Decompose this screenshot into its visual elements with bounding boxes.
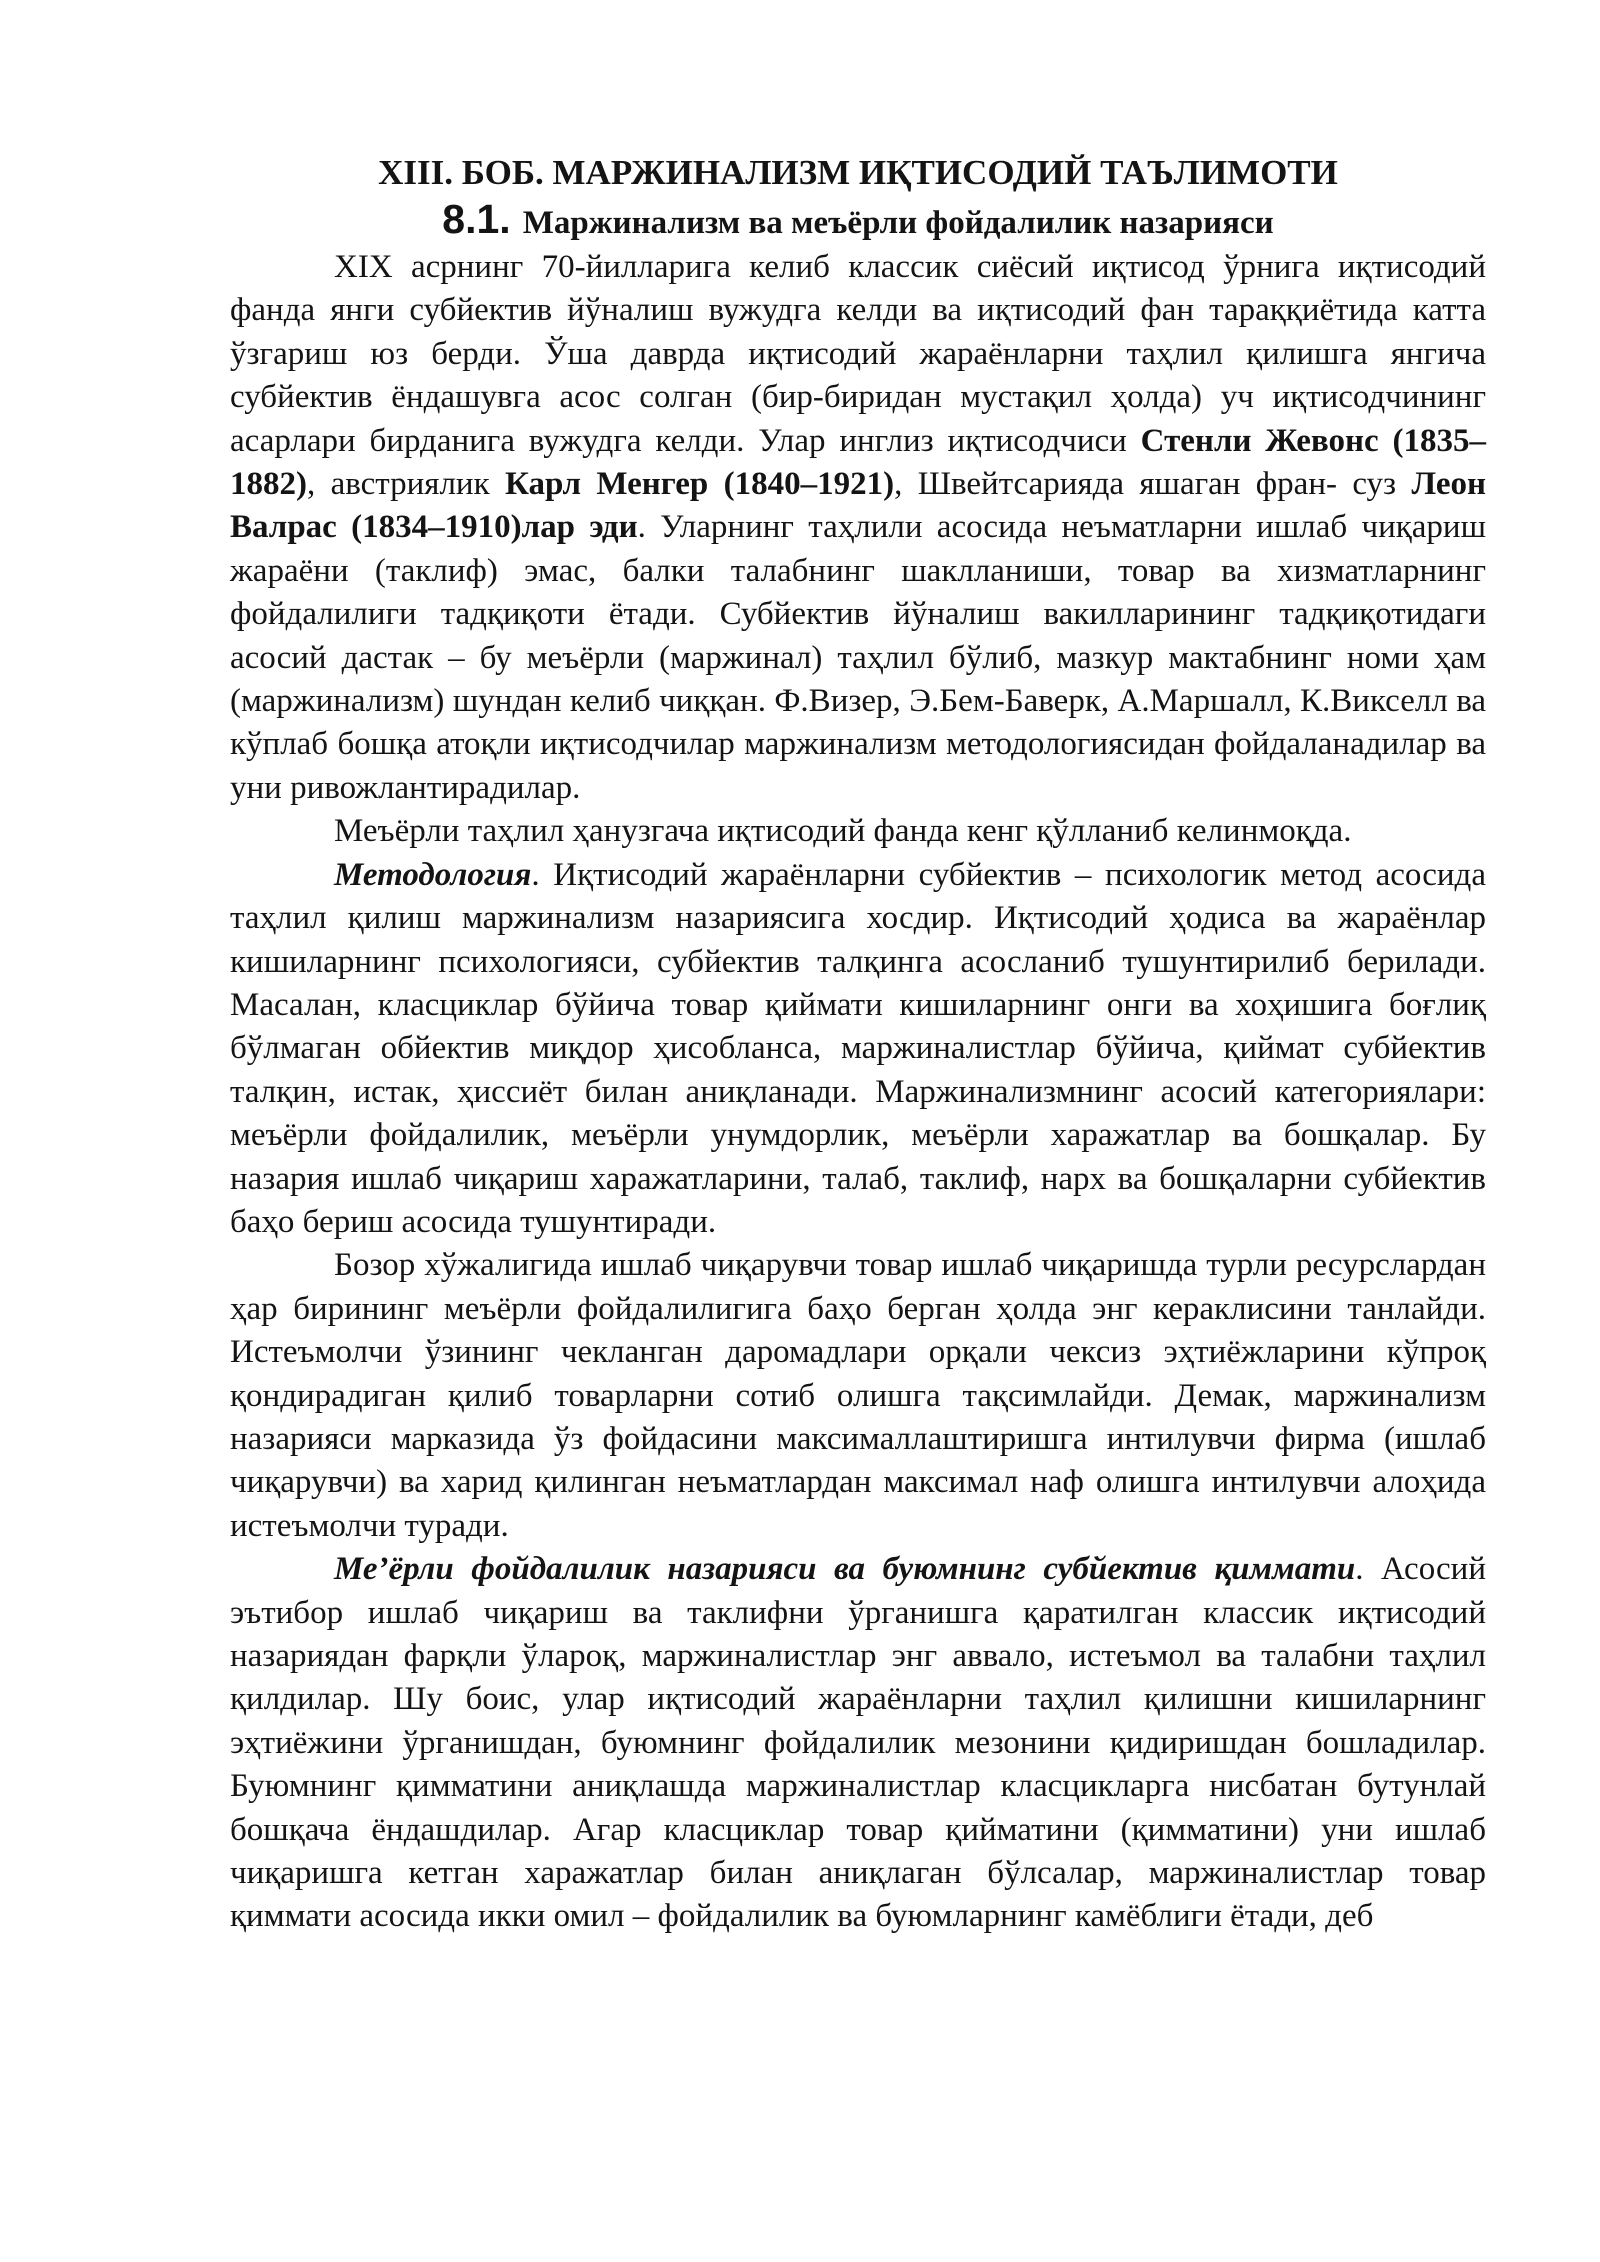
- paragraph-4: Бозор хўжалигида ишлаб чиқарувчи товар ишлаб чиқаришда турли ресурслардан ҳар бирининг меъёрли фойдалилигига баҳо берган ҳолда энг кераклисини танлайди. Истеъмолчи ўзининг чекланган даромадлари орқали чексиз эҳтиёжларини кўпроқ қондирадиган қилиб товарларни сотиб олишга тақсимлайди. Демак, маржинализм назарияси марказида ўз фойдасини максималлаштиришга интилувчи фирма (ишлаб чиқарувчи) ва харид қилинган неъматлардан максимал наф олишга интилувчи алоҳида истеъмолчи туради.: [230, 1247, 1486, 1544]
- jevons-name: Стенли Жевонс (1835–1882): [230, 422, 1486, 503]
- paragraph-5: [230, 1548, 1486, 1939]
- paragraph-2: Меъёрли таҳлил ҳанузгача иқтисодий фанда кенг қўлланиб келинмоқда.: [334, 813, 1352, 850]
- paragraph-1-text-1: XIX асрнинг 70-йилларига келиб классик сиёсий иқтисод ўрнига иқтисодий фанда янги субйектив йўналиш вужудга келди ва иқтисодий фан тараққиётида катта ўзгариш юз берди. Ўша даврда иқтисодий жараёнларни таҳлил қилишга янгича субйектив ёндашувга асос солган (бир-биридан мустақил ҳолда) уч иқтисодчининг асарлари бирданига вужудга келди. Улар инглиз иқтисодчиси: [230, 249, 1486, 459]
- paragraph-3: [230, 854, 1486, 1245]
- section-number: 8.1.: [442, 196, 511, 242]
- menger-name: Карл Менгер (1840–1921): [504, 466, 895, 503]
- paragraph-5-text: . Асосий эътибор ишлаб чиқариш ва таклифни ўрганишга қаратилган классик иқтисодий назариядан фарқли ўлароқ, маржиналистлар энг аввало, истеъмол ва талабни таҳлил қилдилар. Шу боис, улар иқтисодий жараёнларни таҳлил қилишни кишиларнинг эҳтиёжини ўрганишдан, буюмнинг фойдалилик мезонини қидиришдан бошладилар. Буюмнинг қимматини аниқлашда маржиналистлар класцикларга нисбатан бутунлай бошқача ёндашдилар. Агар класциклар товар қийматини (қимматини) уни ишлаб чиқаришга кетган харажатлар билан аниқлаган бўлсалар, маржиналистлар товар қиммати асосида икки омил – фойдалилик ва буюмларнинг камёблиги ётади, деб: [230, 1551, 1486, 1935]
- page-content: [230, 150, 1486, 1939]
- section-title: [230, 196, 1486, 246]
- walras-name: Леон Валрас (1834–1910)лар эди: [230, 466, 1486, 546]
- marginal-utility-term: Ме’ёрли фойдалилик назарияси ва буюмнинг субйектив қиммати: [334, 1551, 1356, 1588]
- paragraph-1-text-3: , Швейтсарияда яшаган фран- суз: [894, 466, 1412, 503]
- chapter-title: XIII. БОБ. МАРЖИНАЛИЗМ ИҚТИСОДИЙ ТАЪЛИМОТИ: [378, 153, 1338, 192]
- section-title-text: Маржинализм ва меъёрли фойдалилик назарияси: [522, 205, 1274, 241]
- paragraph-1-text-2: , австриялик: [307, 466, 505, 503]
- methodology-term: Методология: [334, 856, 532, 893]
- paragraph-1: [230, 246, 1486, 810]
- paragraph-3-text: . Иқтисодий жараёнларни субйектив – психологик метод асосида таҳлил қилиш маржинализм назариясига хосдир. Иқтисодий ҳодиса ва жараёнлар кишиларнинг психологияси, субйектив талқинга асосланиб тушунтирилиб берилади. Масалан, класциклар бўйича товар қиймати кишиларнинг онги ва хоҳишига боғлиқ бўлмаган обйектив миқдор ҳисобланса, маржиналистлар бўйича, қиймат субйектив талқин, истак, ҳиссиёт билан аниқланади. Маржинализмнинг асосий категориялари: меъёрли фойдалилик, меъёрли унумдорлик, меъёрли харажатлар ва бошқалар. Бу назария ишлаб чиқариш харажатларини, талаб, таклиф, нарх ва бошқаларни субйектив баҳо бериш асосида тушунтиради.: [230, 856, 1486, 1240]
- paragraph-1-text-4: . Уларнинг таҳлили асосида неъматларни ишлаб чиқариш жараёни (таклиф) эмас, балки талабнинг шаклланиши, товар ва хизматларнинг фойдалилиги тадқиқоти ётади. Субйектив йўналиш вакилларининг тадқиқотидаги асосий дастак – бу меъёрли (маржинал) таҳлил бўлиб, мазкур мактабнинг номи ҳам (маржинализм) шундан келиб чиққан. Ф.Визер, Э.Бем-Баверк, А.Маршалл, К.Викселл ва кўплаб бошқа атоқли иқтисодчилар маржинализм методологиясидан фойдаланадилар ва уни ривожлантирадилар.: [230, 509, 1486, 806]
